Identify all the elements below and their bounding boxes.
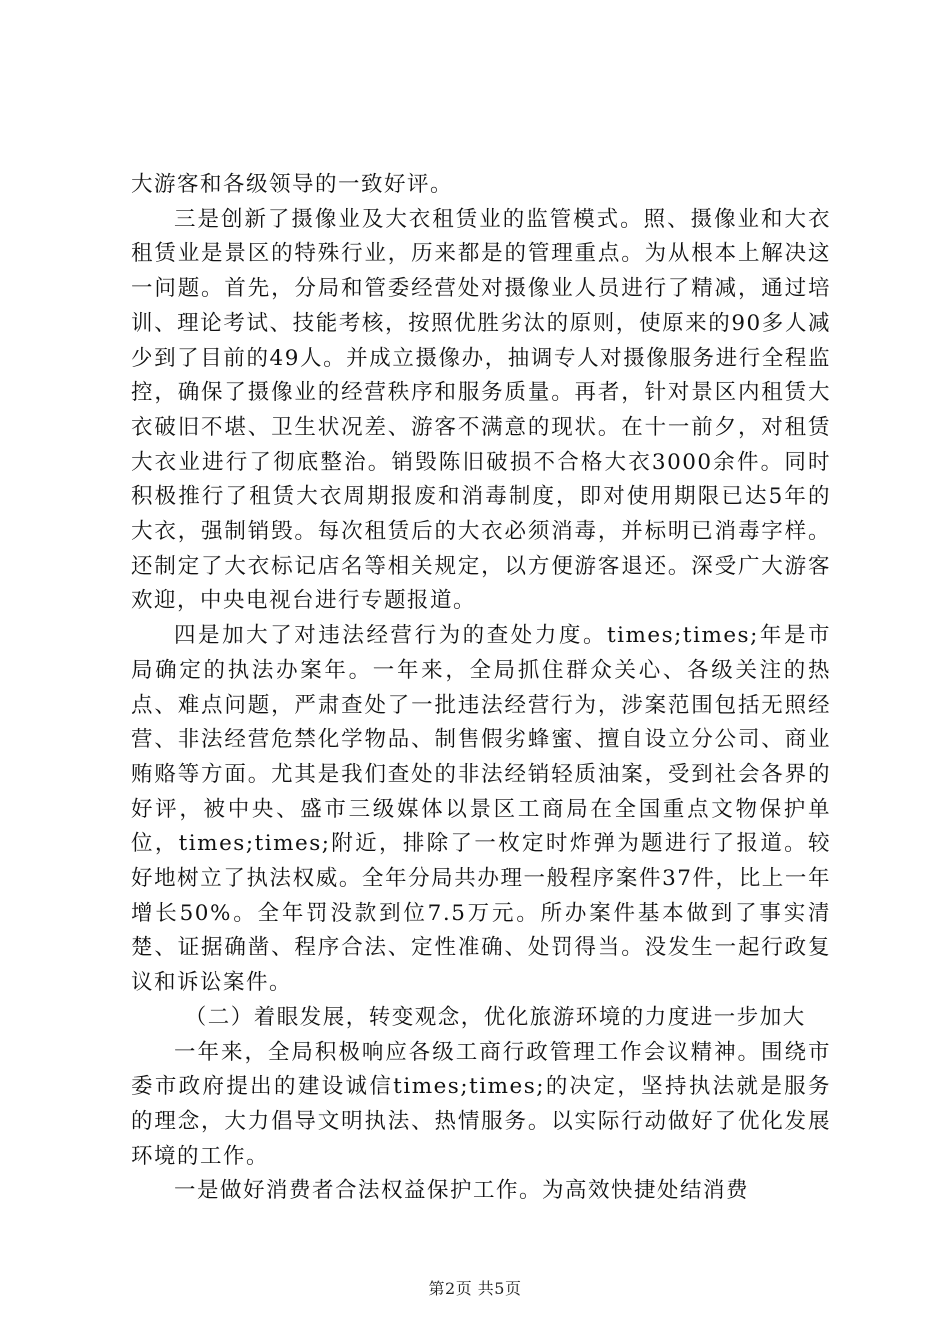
- paragraph-continuation: 大游客和各级领导的一致好评。: [131, 172, 454, 197]
- paragraph-law-enforcement: 四是加大了对违法经营行为的查处力度。times;times;年是市局确定的执法办案年。一年来，全局抓住群众关心、各级关注的热点、难点问题，严肃查处了一批违法经营行为，涉案范围包括无照经营、非法经营危禁化学物品、制售假劣蜂蜜、擅自设立分公司、商业贿赂等方面。尤其是我们查处的非法经销轻质油案，受到社会各界的好评，被中央、盛市三级媒体以景区工商局在全国重点文物保护单位，times;times;附近，排除了一枚定时炸弹为题进行了报道。较好地树立了执法权威。全年分局共办理一般程序案件37件，比上一年增长50%。全年罚没款到位7.5万元。所办案件基本做到了事实清楚、证据确凿、程序合法、定性准确、处罚得当。没发生一起行政复议和诉讼案件。: [131, 623, 831, 996]
- paragraph-service-philosophy: 一年来，全局积极响应各级工商行政管理工作会议精神。围绕市委市政府提出的建设诚信times;times;的决定，坚持执法就是服务的理念，大力倡导文明执法、热情服务。以实际行动做好了优化发展环境的工作。: [131, 1039, 831, 1169]
- page-number-indicator: 第2页 共5页: [428, 1279, 522, 1298]
- section-heading-tourism-environment: （二）着眼发展，转变观念，优化旅游环境的力度进一步加大: [184, 1004, 806, 1030]
- document-body: [131, 168, 831, 1209]
- paragraph-camera-rental-supervision: 三是创新了摄像业及大衣租赁业的监管模式。照、摄像业和大衣租赁业是景区的特殊行业，历来都是的管理重点。为从根本上解决这一问题。首先，分局和管委经营处对摄像业人员进行了精减，通过培训、理论考试、技能考核，按照优胜劣汰的原则，使原来的90多人减少到了目前的49人。并成立摄像办，抽调专人对摄像服务进行全程监控，确保了摄像业的经营秩序和服务质量。再者，针对景区内租赁大衣破旧不堪、卫生状况差、游客不满意的现状。在十一前夕，对租赁大衣业进行了彻底整治。销毁陈旧破损不合格大衣3000余件。同时积极推行了租赁大衣周期报废和消毒制度，即对使用期限已达5年的大衣，强制销毁。每次租赁后的大衣必须消毒，并标明已消毒字样。还制定了大衣标记店名等相关规定，以方便游客退还。深受广大游客欢迎，中央电视台进行专题报道。: [131, 206, 831, 614]
- paragraph-consumer-protection: 一是做好消费者合法权益保护工作。为高效快捷处结消费: [174, 1178, 750, 1204]
- page-footer: [0, 1276, 950, 1299]
